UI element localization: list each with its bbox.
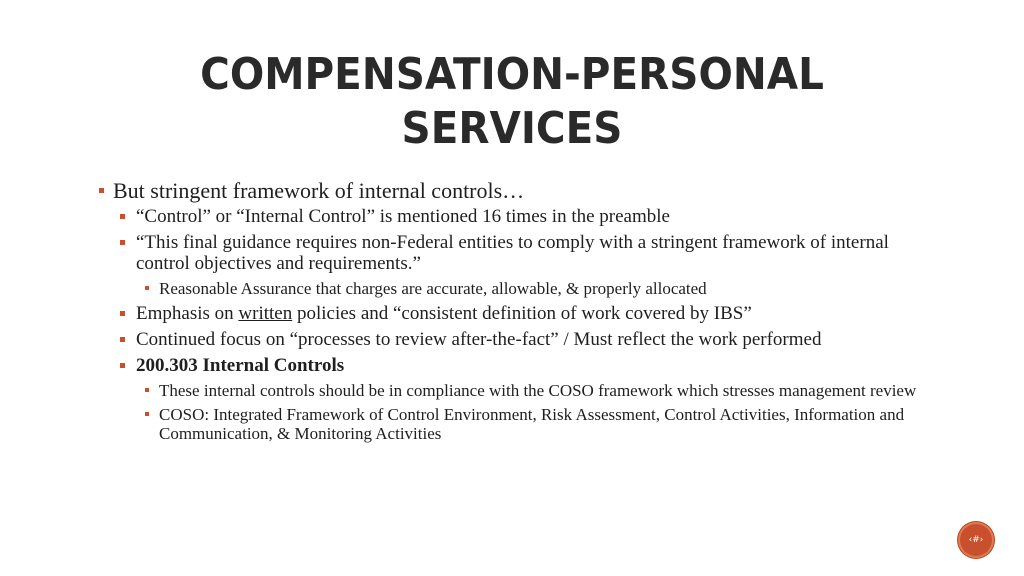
bullet-level2: [98, 206, 928, 227]
bullet-text-post: policies and “consistent definition of work covered by IBS”: [292, 303, 752, 324]
underlined-word: written: [238, 303, 293, 324]
slide-title: [151, 48, 872, 156]
bullet-text: Continued focus on “processes to review after-the-fact” / Must reflect the work performed: [136, 329, 822, 350]
square-bullet-icon: [120, 214, 125, 219]
bullet-level2: [98, 355, 928, 376]
square-bullet-icon: [145, 388, 149, 392]
bullet-level2: [98, 232, 928, 274]
square-bullet-icon: [120, 311, 125, 316]
bullet-text: These internal controls should be in compliance with the COSO framework which stresses management review: [159, 381, 917, 400]
bullet-text: COSO: Integrated Framework of Control Environment, Risk Assessment, Control Activities, Information and Communication, & Monitoring Activities: [159, 405, 905, 443]
square-bullet-icon: [120, 337, 125, 342]
bullet-level3: [98, 381, 928, 400]
bullet-level2: [98, 303, 928, 324]
bullet-text: Reasonable Assurance that charges are accurate, allowable, & properly allocated: [159, 279, 707, 298]
bullet-level3: [98, 279, 928, 298]
square-bullet-icon: [145, 412, 149, 416]
bullet-text-bold: 200.303 Internal Controls: [136, 355, 345, 376]
square-bullet-icon: [99, 188, 104, 193]
bullet-level3: [98, 405, 928, 443]
square-bullet-icon: [120, 240, 125, 245]
square-bullet-icon: [120, 363, 125, 368]
title-line-1: COMPENSATION-PERSONAL: [200, 49, 824, 100]
bullet-text-pre: Emphasis on: [136, 303, 239, 324]
bullet-level2: [98, 329, 928, 350]
bullet-text: But stringent framework of internal controls…: [113, 178, 525, 203]
slide-number-badge: ‹#›: [958, 522, 994, 558]
bullet-text: “Control” or “Internal Control” is mentioned 16 times in the preamble: [136, 206, 670, 227]
bullet-level1: [98, 178, 928, 204]
title-line-2: SERVICES: [401, 103, 623, 154]
square-bullet-icon: [145, 286, 149, 290]
content-body: [98, 178, 928, 448]
bullet-text: “This final guidance requires non-Federal entities to comply with a stringent framework of internal control objectives and requirements.”: [136, 232, 889, 274]
